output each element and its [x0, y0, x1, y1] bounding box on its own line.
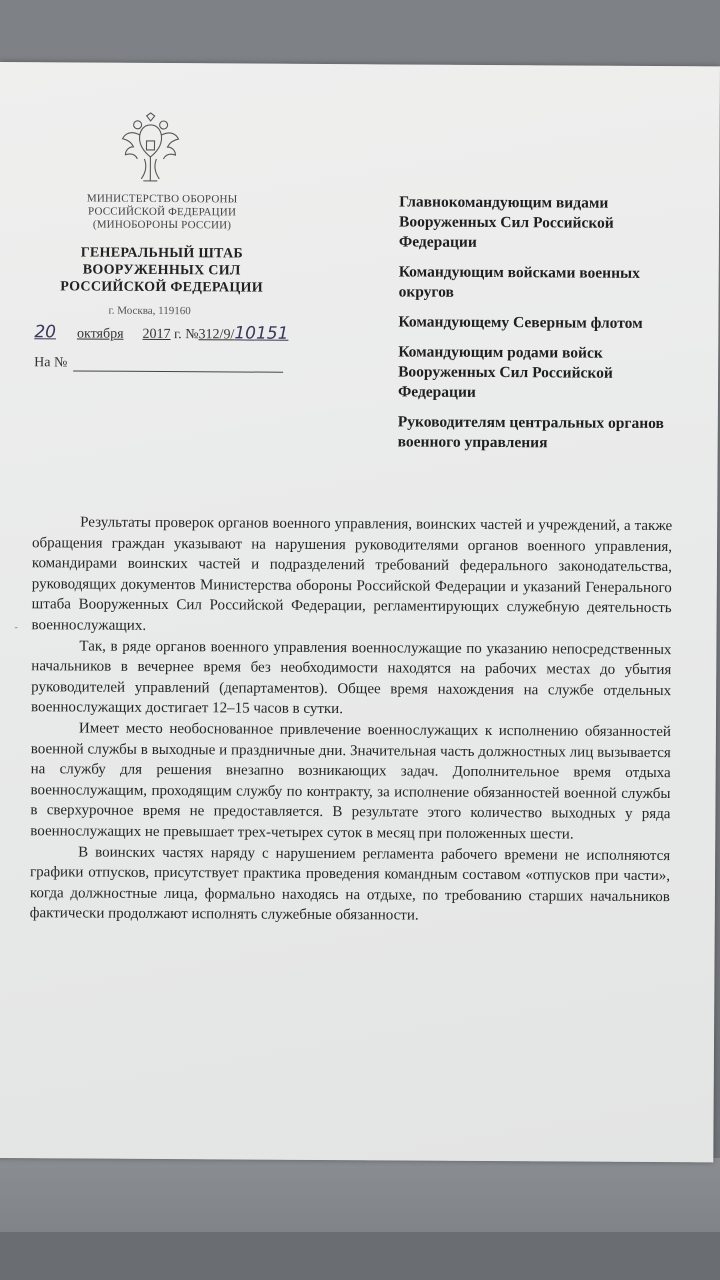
paper-mark: -	[14, 622, 18, 634]
date-and-number	[34, 322, 334, 344]
general-staff-line-3: РОССИЙСКОЙ ФЕДЕРАЦИИ	[60, 279, 263, 296]
addressee-3: Командующему Северным флотом	[398, 313, 643, 332]
addressee-4: Командующим родами войск Вооруженных Сил Российской Федерации	[397, 343, 613, 401]
document-number-handwritten: 10151	[234, 323, 289, 344]
city-address: г. Москва, 119160	[108, 304, 191, 318]
ministry-line-3: (МИНОБОРОНЫ РОССИИ)	[92, 218, 232, 232]
date-month: октября	[76, 326, 124, 342]
addressee-1: Главнокомандующим видами Вооруженных Сил Российской Федерации	[398, 193, 614, 251]
paragraph-2: Так, в ряде органов военного управления военнослужащие по указанию непосредственных начальников в вечернее время без необходимости находятся на рабочих местах до убытия руководителей управлений (департаментов). Общее время нахождения на службе отдельных военнослужащих достигает 12–15 часов в сутки.	[31, 638, 672, 718]
table-edge	[0, 1232, 720, 1280]
paragraph-1: Результаты проверок органов военного управления, воинских частей и учреждений, а также обращения граждан указывают на нарушения руководителями органов военного управления, командирами воинских частей и подразделений требований федерального законодательства, руководящих документов Министерства обороны Российской Федерации и указаний Генерального штаба Вооруженных Сил Российской Федерации, регламентирующих служебную деятельность военнослужащих.	[31, 514, 673, 634]
na-blank-line	[73, 356, 283, 372]
ministry-line-1: МИНИСТЕРСТВО ОБОРОНЫ	[86, 192, 238, 206]
paragraph-3: Имеет место необоснованное привлечение военнослужащих к исполнению обязанностей военной службы в выходные и праздничные дни. Значительная часть должностных лиц вызывается на службу для решения внезапно возникающих задач. Дополнительное время отдыха военнослужащим, проходящим службу по контракту, за исполнение обязанностей военной службы в сверхурочное время не предоставляется. В результате этого количество выходных у ряда военнослужащих не превышает трех-четырех суток в месяц при положенных шести.	[30, 720, 671, 843]
date-year: 2017	[142, 326, 171, 343]
document-page	[0, 62, 720, 1162]
ministry-line-2: РОССИЙСКОЙ ФЕДЕРАЦИИ	[88, 205, 237, 219]
document-number-printed: 312/9/	[198, 327, 235, 343]
date-day-handwritten: 20	[34, 322, 57, 343]
general-staff-line-1: ГЕНЕРАЛЬНЫЙ ШТАБ	[80, 245, 244, 262]
number-sign: №	[185, 327, 199, 343]
letter-body	[30, 512, 673, 928]
addressee-block	[398, 192, 670, 464]
na-label: На №	[34, 355, 68, 371]
general-staff-line-2: ВООРУЖЕННЫХ СИЛ	[82, 262, 241, 279]
reference-na-line	[34, 355, 283, 373]
addressee-5: Руководителям центральных органов военного управления	[397, 413, 664, 452]
addressee-2: Командующим войсками военных округов	[398, 263, 640, 301]
paragraph-4: В воинских частях наряду с нарушением регламента рабочего времени не исполняются графики отпусков, присутствует практика проведения командным составом «отпусков при части», когда должностные лица, формально находясь на отдыхе, по требованию старших начальников фактически продолжают исполнять служебные обязанности.	[29, 843, 671, 924]
ministry-name	[57, 192, 267, 232]
double-headed-eagle-emblem-icon	[117, 111, 183, 193]
general-staff-title	[47, 244, 277, 296]
date-year-suffix: г.	[173, 327, 182, 343]
